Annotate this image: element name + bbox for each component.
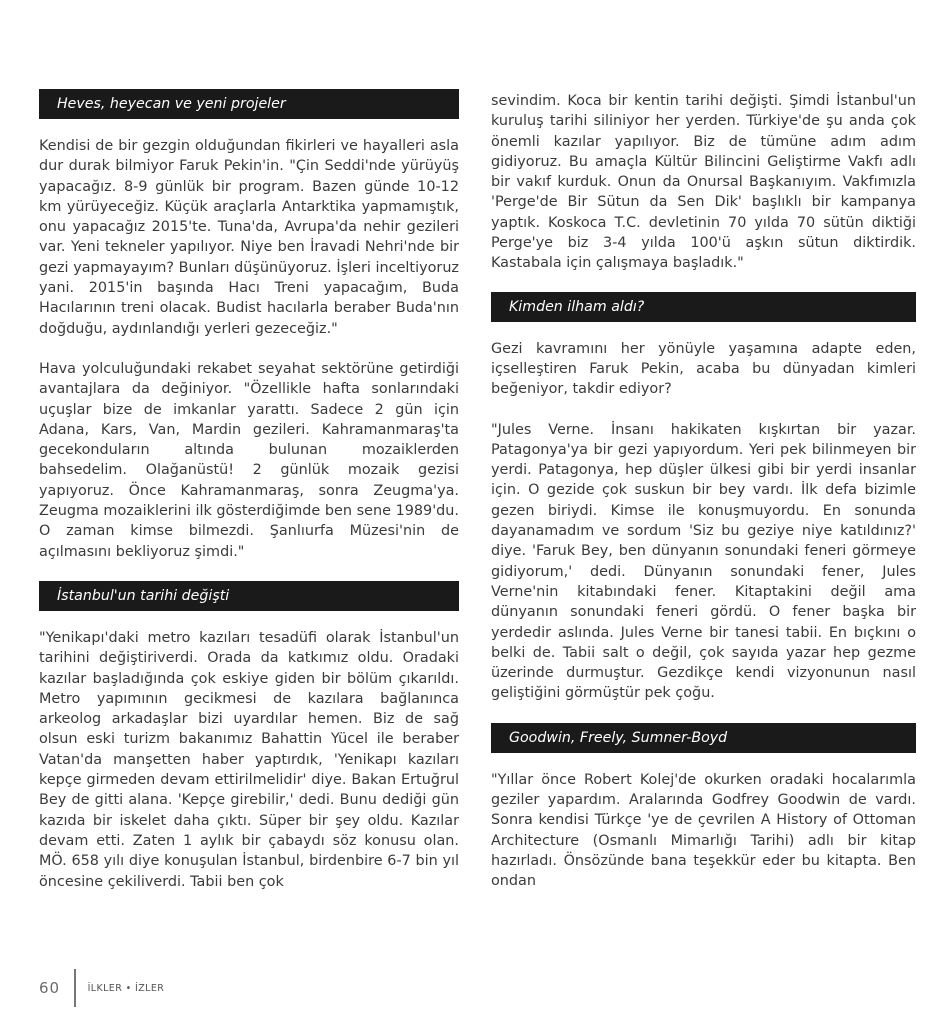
running-section-title: İLKLER • İZLER xyxy=(87,982,165,994)
body-paragraph: "Yıllar önce Robert Kolej'de okurken oradaki hocalarımla geziler yapardım. Aralarında Godfrey Goodwin de vardı. Sonra kendisi Türkçe 'ye de çevrilen A History of Ottoman Architecture (Osmanlı Mimarlığı Tarihi) adlı bir kitap hazırladı. Önsözünde bana teşekkür eder bu kitapta. Ben ondan xyxy=(491,771,916,890)
body-paragraph: "Jules Verne. İnsanı hakikaten kışkırtan bir yazar. Patagonya'ya bir gezi yapıyordum. Yeri pek bilinmeyen bir yerdi. Patagonya, hep düşler ülkesi gibi bir yerdi insanlar için. O gezide çok suskun bir bey vardı. İlk defa bizimle gezen biriydi. Kimse ile konuşmuyordu. En sonunda dayanamadım ve sordum 'Siz bu geziye niye katıldınız?' diye. 'Faruk Bey, ben dünyanın sonundaki feneri görmeye gidiyorum,' dedi. Dünyanın sonundaki fener, Jules Verne'nin kitabındaki fener. Kitaptakini değil ama dünyanın sonundaki feneri gördü. O fener başka bir yerdedir aslında. Jules Verne bir tanesi tabii. En bıçkını o belki de. Tabii salt o değil, çok sayıda yazar hep gezme üzerinde durmuştur. Gezdikçe kendi vizyonunun nasıl geliştiğini görmüştür pek çoğu. xyxy=(491,421,916,702)
page-number: 60 xyxy=(39,979,61,997)
right-column xyxy=(491,89,916,892)
body-paragraph: Gezi kavramını her yönüyle yaşamına adapte eden, içselleştiren Faruk Pekin, acaba bu dünyadan kimleri beğeniyor, takdir ediyor? xyxy=(491,340,916,398)
body-paragraph: sevindim. Koca bir kentin tarihi değişti. Şimdi İstanbul'un kuruluş tarihi siliniyor her yerden. Türkiye'de şu anda çok önemli kazılar yapılıyor. Biz de tümüne adım adım gidiyoruz. Bu amaçla Kültür Bilincini Geliştirme Vakfı adlı bir vakıf kurduk. Onun da Onursal Başkanıyım. Vakfımızla 'Perge'de Bir Sütun da Sen Dik' başlıklı bir kampanya yaptık. Koskoca T.C. devletinin 70 yılda 70 sütün diktiği Perge'ye biz 3-4 yılda 100'ü aşkın sütun diktirdik. Kastabala için çalışmaya başladık." xyxy=(491,93,916,272)
body-paragraph: Kendisi de bir gezgin olduğundan fikirleri ve hayalleri asla dur durak bilmiyor Faruk Pekin'in. "Çin Seddi'nde yürüyüş yapacağız. 8-9 günlük bir program. Bazen günde 10-12 km yürüyeceğiz. Küçük araçlarla Antarktika yapmamıştık, onu yapacağız 2015'te. Tuna'da, Avrupa'da nehir gezileri var. Yeni tekneler yapılıyor. Niye ben İravadi Nehri'nde bir gezi yapmayayım? Bunları düşünüyoruz. İşleri inceltiyoruz yani. 2015'in başında Hacı Treni yapacağım, Buda Hacılarının treni olacak. Budist hacılarla beraber Buda'nın doğduğu, aydınlandığı yerleri gezeceğiz." xyxy=(39,138,459,337)
section-heading-goodwin: Goodwin, Freely, Sumner-Boyd xyxy=(491,723,916,753)
section-heading-istanbul: İstanbul'un tarihi değişti xyxy=(39,581,459,611)
footer-divider xyxy=(74,969,76,1007)
page-footer xyxy=(39,968,164,1008)
section-heading-kimden: Kimden ilham aldı? xyxy=(491,292,916,322)
body-paragraph: "Yenikapı'daki metro kazıları tesadüfi olarak İstanbul'un tarihini değiştiriverdi. Orada da katkımız oldu. Oradaki kazılar başladığında çok eskiye giden bir bölüm çıkarıldı. Metro yapımının gecikmesi de kazılara bağlanınca arkeolog arkadaşlar bizi uyardılar hemen. Biz de sağ olsun eski turizm bakanımız Bahattin Yücel ile beraber Vatan'da manşetten haber yaptırdık, 'Yenikapı kazıları kepçe girmeden devam ettirilmelidir' diye. Bakan Ertuğrul Bey de gitti alana. 'Kepçe girebilir,' dedi. Bunu dediği gün kazıda bir iskelet daha çıktı. Süper bir şey oldu. Kazılar devam etti. Zaten 1 aylık bir çabaydı söz konusu olan. MÖ. 658 yılı diye konuşulan İstanbul, birdenbire 6-7 bin yıl öncesine çekiliverdi. Tabii ben çok xyxy=(39,629,459,890)
left-column xyxy=(39,89,459,892)
section-heading-heves: Heves, heyecan ve yeni projeler xyxy=(39,89,459,119)
body-paragraph: Hava yolculuğundaki rekabet seyahat sektörüne getirdiği avantajlara da değiniyor. "Özellikle hafta sonlarındaki uçuşlar bize de imkanlar yarattı. Sadece 2 gün için Adana, Kars, Van, Mardin gezileri. Kahramanmaraş'ta gecekonduların altında bulunan mozaiklerden bahsedelim. Olağanüstü! 2 günlük mozaik gezisi yapıyoruz. Önce Kahramanmaraş, sonra Zeugma'ya. Zeugma mozaiklerini ilk gösterdiğimde ben sene 1989'du. O zaman kimse bilmezdi. Şanlıurfa Müzesi'nin de açılmasını bekliyoruz şimdi." xyxy=(39,360,459,560)
